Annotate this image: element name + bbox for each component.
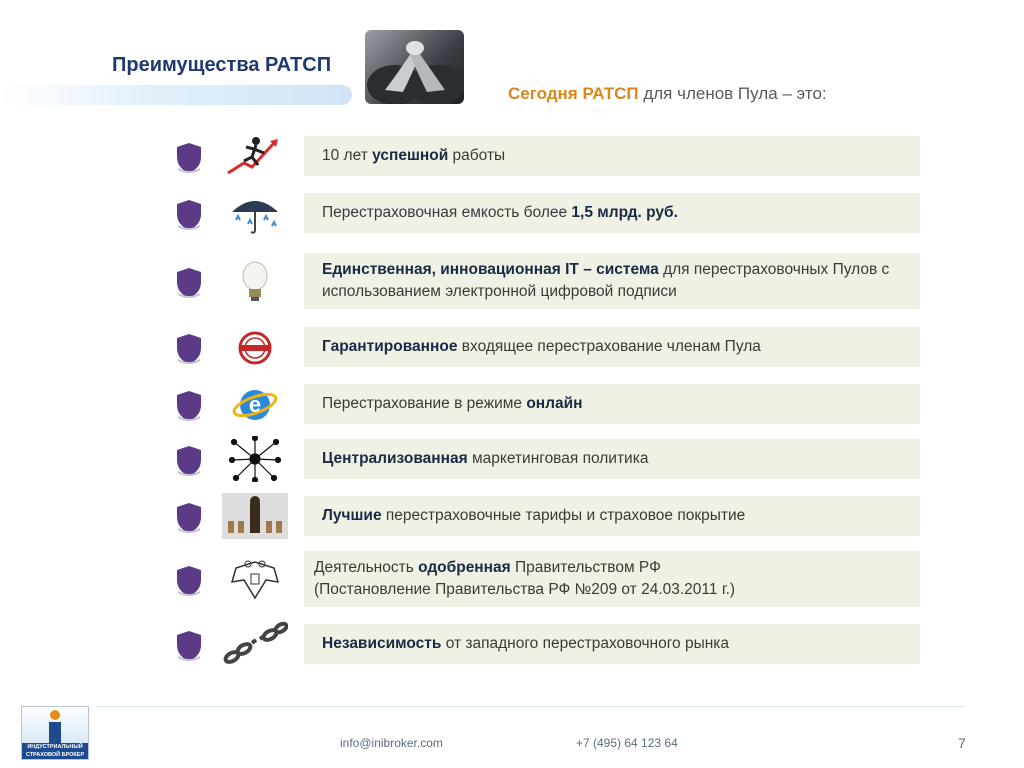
bullet-shield-icon xyxy=(176,630,202,662)
advantage-text-part: для перестраховочных Пулов с использованием электронной цифровой подписи xyxy=(322,261,890,300)
bullet-shield-icon xyxy=(176,445,202,477)
advantage-text xyxy=(322,145,902,167)
company-logo xyxy=(21,706,89,760)
subtitle-text: для членов Пула – это: xyxy=(638,84,827,103)
advantage-text-bold: Лучшие xyxy=(322,507,382,524)
advantage-text-part: 10 лет xyxy=(322,147,373,164)
title-underline-bar xyxy=(0,85,352,105)
page-number: 7 xyxy=(958,735,966,751)
advantage-item xyxy=(304,327,920,367)
svg-text:e: e xyxy=(248,392,262,417)
subtitle-accent: Сегодня РАТСП xyxy=(508,84,639,103)
bullet-shield-icon xyxy=(176,333,202,365)
advantage-item xyxy=(304,439,920,479)
advantage-item xyxy=(304,193,920,233)
advantage-text-part: перестраховочные тарифы и страховое покрытие xyxy=(381,507,746,524)
advantage-item xyxy=(304,136,920,176)
advantage-item xyxy=(304,384,920,424)
bullet-shield-icon xyxy=(176,267,202,299)
arm-wrestling-photo xyxy=(365,30,464,104)
advantage-text-part: маркетинговая политика xyxy=(467,450,649,467)
network-hub-icon xyxy=(222,436,288,482)
runner-growth-icon xyxy=(222,133,288,179)
advantage-item xyxy=(304,551,920,607)
advantage-text-bold: Гарантированное xyxy=(322,338,458,355)
advantage-text-line2: (Постановление Правительства РФ №209 от 24.03.2011 г.) xyxy=(314,581,736,598)
internet-explorer-icon xyxy=(222,381,288,427)
advantage-text-bold: 1,5 млрд. руб. xyxy=(571,204,678,221)
advantage-text-part: входящее перестрахование членам Пула xyxy=(457,338,761,355)
advantage-text-part: работы xyxy=(448,147,506,164)
advantage-text-part: Перестраховочная емкость более xyxy=(322,204,572,221)
advantage-text xyxy=(322,448,902,470)
bullet-shield-icon xyxy=(176,502,202,534)
advantage-text xyxy=(322,505,902,527)
advantage-text-part: Деятельность xyxy=(314,559,419,576)
chess-pieces-icon xyxy=(222,493,288,539)
bullet-shield-icon xyxy=(176,142,202,174)
advantage-text-bold: Независимость xyxy=(322,635,442,652)
advantage-item xyxy=(304,496,920,536)
advantage-text-part: Перестрахование в режиме xyxy=(322,395,527,412)
advantage-item xyxy=(304,624,920,664)
advantage-text-bold: успешной xyxy=(372,147,449,164)
footer-divider xyxy=(96,706,964,707)
advantage-text xyxy=(322,259,902,303)
guarantee-stamp-icon xyxy=(222,324,288,370)
broken-chain-icon xyxy=(222,621,288,667)
advantage-text xyxy=(322,393,902,415)
advantage-item xyxy=(304,253,920,309)
advantage-text-part: от западного перестраховочного рынка xyxy=(441,635,730,652)
slide-title: Преимущества РАТСП xyxy=(112,54,332,76)
advantage-text-bold: онлайн xyxy=(526,395,583,412)
bullet-shield-icon xyxy=(176,199,202,231)
advantage-text xyxy=(322,336,902,358)
footer-email: info@inibroker.com xyxy=(340,736,443,750)
coat-of-arms-icon xyxy=(222,556,288,602)
advantage-text xyxy=(322,202,902,224)
logo-line2: СТРАХОВОЙ БРОКЕР xyxy=(25,752,85,758)
logo-line1: ИНДУСТРИАЛЬНЫЙ xyxy=(27,744,83,750)
advantage-text-bold: Единственная, инновационная IT – система xyxy=(322,261,659,278)
advantage-text-part: Правительством РФ xyxy=(510,559,661,576)
advantage-text-bold: одобренная xyxy=(418,559,511,576)
bullet-shield-icon xyxy=(176,390,202,422)
footer-phone: +7 (495) 64 123 64 xyxy=(576,736,678,750)
advantage-text xyxy=(322,633,902,655)
umbrella-icon xyxy=(222,190,288,236)
bullet-shield-icon xyxy=(176,565,202,597)
slide-subtitle xyxy=(508,84,827,104)
advantage-text-bold: Централизованная xyxy=(322,450,468,467)
light-bulb-icon xyxy=(222,258,288,304)
advantage-text xyxy=(314,557,902,579)
